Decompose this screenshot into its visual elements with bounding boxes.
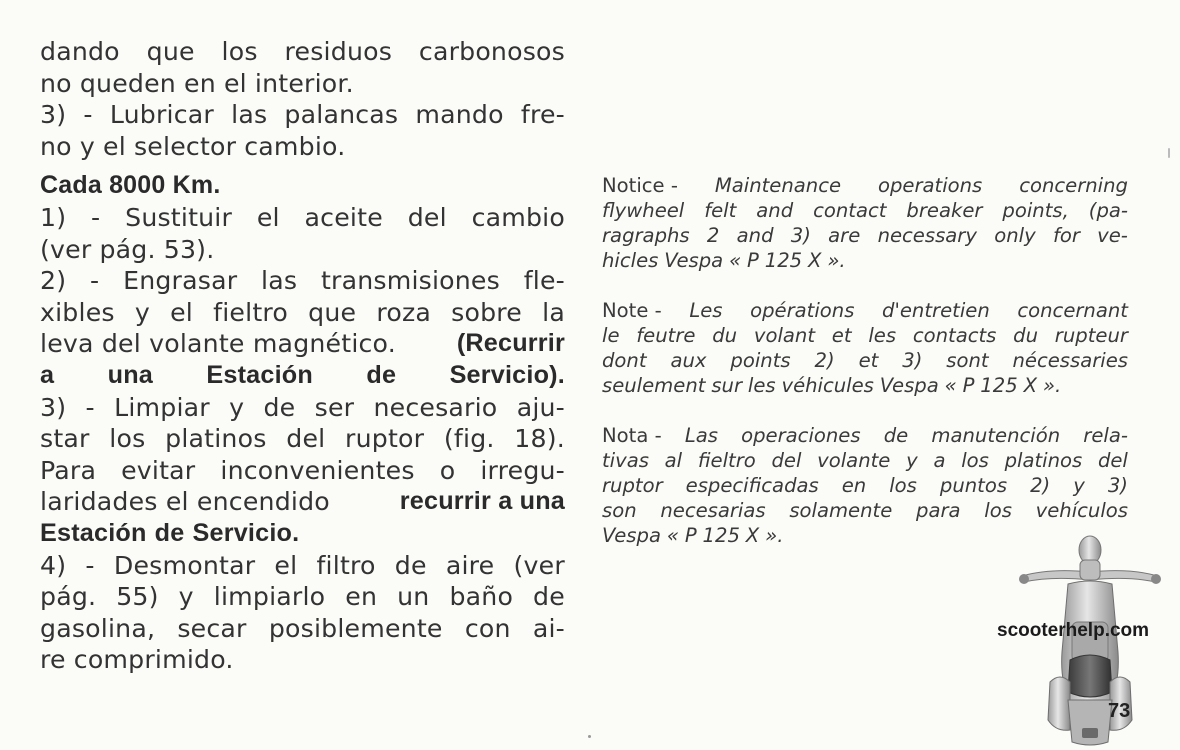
word: Sustituir [125,202,233,232]
word: ». [827,249,846,272]
word: son [602,499,637,522]
word: comprimido. [73,645,234,675]
word: y [79,131,95,161]
word: d'entretien [882,299,990,322]
word: feutre [636,324,696,347]
word: no [40,131,72,161]
word: 4) [40,550,67,580]
word: 3) [40,392,67,422]
word: Las [684,424,718,447]
word: P [684,524,697,547]
word: de [394,550,427,580]
word: concernant [1017,299,1128,322]
word: ai- [532,613,565,643]
word: no [40,68,72,98]
word: et [858,349,879,372]
note-first-line [602,423,1128,448]
word: (fig. [443,424,495,454]
word: 2) [814,349,835,372]
word: Servicio). [449,360,565,389]
word: - [90,266,100,296]
word: et [831,324,852,347]
bold-text-line [40,360,565,392]
word: fle- [523,266,565,296]
word: aceite [304,202,383,232]
word: Desmontar [113,550,256,580]
word: and [736,224,774,247]
word: volant [753,324,816,347]
word: baño [449,582,514,612]
word: du [712,324,738,347]
word: « [944,374,957,397]
word: de [263,392,296,422]
word: cambio [471,202,565,232]
text-line [40,392,565,424]
word: el [274,550,298,580]
word: vehículos [1035,499,1128,522]
text-line [40,68,565,100]
text-line [602,448,1128,473]
word: Vespa [664,249,724,272]
word: los [961,449,989,472]
word: de [533,582,565,612]
word: el [256,202,280,232]
word: (ver [513,550,565,580]
word: aux [670,349,707,372]
word: el [103,131,126,161]
word: los [109,424,146,454]
text-line [40,297,565,329]
word: hicles [602,249,659,272]
word: a [40,360,55,389]
word: operations [877,174,983,197]
word: P [962,374,975,397]
word: de [154,518,185,547]
word: el [170,297,194,327]
word: 3) [1107,474,1128,497]
word: o [439,455,456,485]
word: X [745,524,760,547]
word: « [729,249,742,272]
word: carbonosos [418,37,565,66]
word: 3) [902,349,923,372]
text-line [40,613,565,645]
word: ». [1042,374,1062,397]
word: Engrasar [123,266,238,296]
word: en [841,474,867,497]
word: felt [704,199,737,222]
word: pág. [99,234,156,264]
watermark: scooterhelp.com [997,620,1150,641]
word: las [261,266,298,296]
section-heading: Cada 8000 Km. [40,171,221,200]
text-line [602,248,1128,273]
word: dando [40,37,120,66]
word: cambio. [244,131,346,161]
word: star [40,424,90,454]
word: - [83,100,93,130]
word: (ver [40,234,92,264]
text-line [602,348,1128,373]
word: Para [40,455,97,485]
word: solamente [789,499,893,522]
note-label: Notice - [602,174,678,197]
word: Estación [40,518,147,547]
word: limpiarlo [213,582,326,612]
text-line [40,581,565,613]
word: selector [133,131,237,161]
text-line [602,373,1128,398]
word: necesario [373,392,498,422]
word: evitar [121,455,196,485]
word: 125 [702,524,740,547]
word: necesarias [660,499,766,522]
word: 125 [980,374,1018,397]
word: véhicules [781,374,874,397]
word: 3) [790,224,811,247]
word: gasolina, [40,613,156,643]
word: sont [946,349,989,372]
word: du [1013,324,1039,347]
word: concerning [1019,174,1128,197]
word: en [345,582,378,612]
text-line [40,131,565,163]
word: platinos [165,424,267,454]
note-label: Nota - [602,424,662,447]
word: points [730,349,791,372]
word: posiblemente [268,613,443,643]
word: filtro [316,550,376,580]
word: fieltro [213,297,289,327]
note-first-line [602,298,1128,323]
word: P [747,249,759,272]
word: para [916,499,961,522]
word: 2) [1030,474,1051,497]
text-line [40,423,565,455]
word: el [223,68,247,98]
word: aju- [516,392,565,422]
text-line [602,223,1128,248]
word: tivas [602,449,649,472]
word: X [808,249,822,272]
text-line [602,198,1128,223]
word: contact [813,199,887,222]
word: Estación [206,360,313,389]
word: de [366,360,397,389]
word: roza [376,297,432,327]
word: ». [765,524,784,547]
text-line [40,550,565,582]
word: nécessaries [1012,349,1128,372]
word: - [85,392,95,422]
word: re [40,645,66,675]
word: un [397,582,430,612]
note-first-line [602,173,1128,198]
text-line [40,99,565,131]
note-label: Note - [602,299,662,322]
word: rela- [1083,424,1128,447]
word: en [184,68,216,98]
word: y [178,582,194,612]
word: ser [314,392,355,422]
word: and [756,199,794,222]
word: a [933,449,946,472]
word: 3) [40,100,67,130]
word: palancas [284,100,399,130]
word: y [1073,474,1085,497]
word: points, [1002,199,1069,222]
word: Vespa [602,524,661,547]
word: dont [602,349,647,372]
word: al [664,449,683,472]
word: puntos [939,474,1008,497]
word: platinos [1004,449,1083,472]
word: y [229,392,245,422]
word: del [1097,449,1128,472]
word: X [1023,374,1037,397]
word: 125 [764,249,803,272]
text-line [602,498,1128,523]
word: del [407,202,447,232]
word: los [984,499,1012,522]
word: for [1052,224,1080,247]
bold-text-line [40,518,565,550]
word: rupteur [1054,324,1128,347]
word: xibles [40,297,115,327]
word: operaciones [741,424,861,447]
word: los [889,474,917,497]
word: del [286,424,326,454]
word: secar [177,613,247,643]
word: - [91,202,101,232]
word: 1) [40,202,67,232]
word: los [221,37,258,66]
note-spanish [602,423,1128,548]
bold-fragment: recurrir a una [399,487,565,516]
word: « [666,524,679,547]
word: 55) [116,582,159,612]
word: que [146,37,195,66]
word: Limpiar [114,392,210,422]
word: contacts [912,324,997,347]
word: irregu- [480,455,565,485]
word: fieltro [697,449,756,472]
text-line [40,265,565,297]
text-line [40,36,565,68]
word: y [134,297,150,327]
word: 18). [514,424,565,454]
text-line [40,644,565,676]
word: de [883,424,909,447]
bold-fragment: (Recurrir [456,329,565,358]
word: breaker [906,199,983,222]
note-english [602,173,1128,273]
word: Lubricar [109,100,214,130]
text-fragment: laridades el encendido [40,487,330,517]
word: que [308,297,357,327]
word: interior. [254,68,354,98]
text-fragment: leva del volante magnético. [40,329,396,359]
word: seulement [602,374,706,397]
word: especificadas [685,474,819,497]
word: Servicio. [192,518,300,547]
word: ragraphs [602,224,690,247]
note-french [602,298,1128,398]
paper-speck [588,735,591,738]
word: queden [79,68,176,98]
word: las [231,100,268,130]
word: pág. [40,582,97,612]
word: inconvenientes [220,455,415,485]
text-line [40,234,565,266]
word: necessary [877,224,977,247]
word: only [994,224,1036,247]
word: sobre [451,297,522,327]
word: ruptor [345,424,425,454]
word: una [107,360,153,389]
word: la [542,297,565,327]
spanish-maintenance-column [40,36,565,676]
word: manutención [931,424,1061,447]
word: fre- [520,100,565,130]
word: Les [689,299,723,322]
word: mando [415,100,504,130]
word: sur [711,374,742,397]
word: Vespa [879,374,939,397]
word: aire [445,550,495,580]
word: les [747,374,776,397]
word: volante [817,449,891,472]
word: flywheel [602,199,685,222]
text-line [602,473,1128,498]
word: 53). [163,234,215,264]
word: transmisiones [320,266,500,296]
word: ve- [1097,224,1128,247]
word: del [771,449,802,472]
text-line [40,486,565,518]
word: opérations [750,299,855,322]
word: y [906,449,918,472]
text-line [40,455,565,487]
multilingual-notes [602,173,1128,573]
word: (pa- [1088,199,1128,222]
text-line [602,323,1128,348]
paper-speck [1168,148,1170,158]
word: ruptor [602,474,663,497]
text-line [40,328,565,360]
word: - [85,550,95,580]
text-line [40,202,565,234]
word: 2 [706,224,720,247]
word: le [602,324,620,347]
word: 2) [40,266,67,296]
page-number: 73 [1108,700,1131,722]
word: are [828,224,861,247]
word: con [464,613,511,643]
word: residuos [284,37,393,66]
word: Maintenance [714,174,842,197]
word: les [868,324,897,347]
